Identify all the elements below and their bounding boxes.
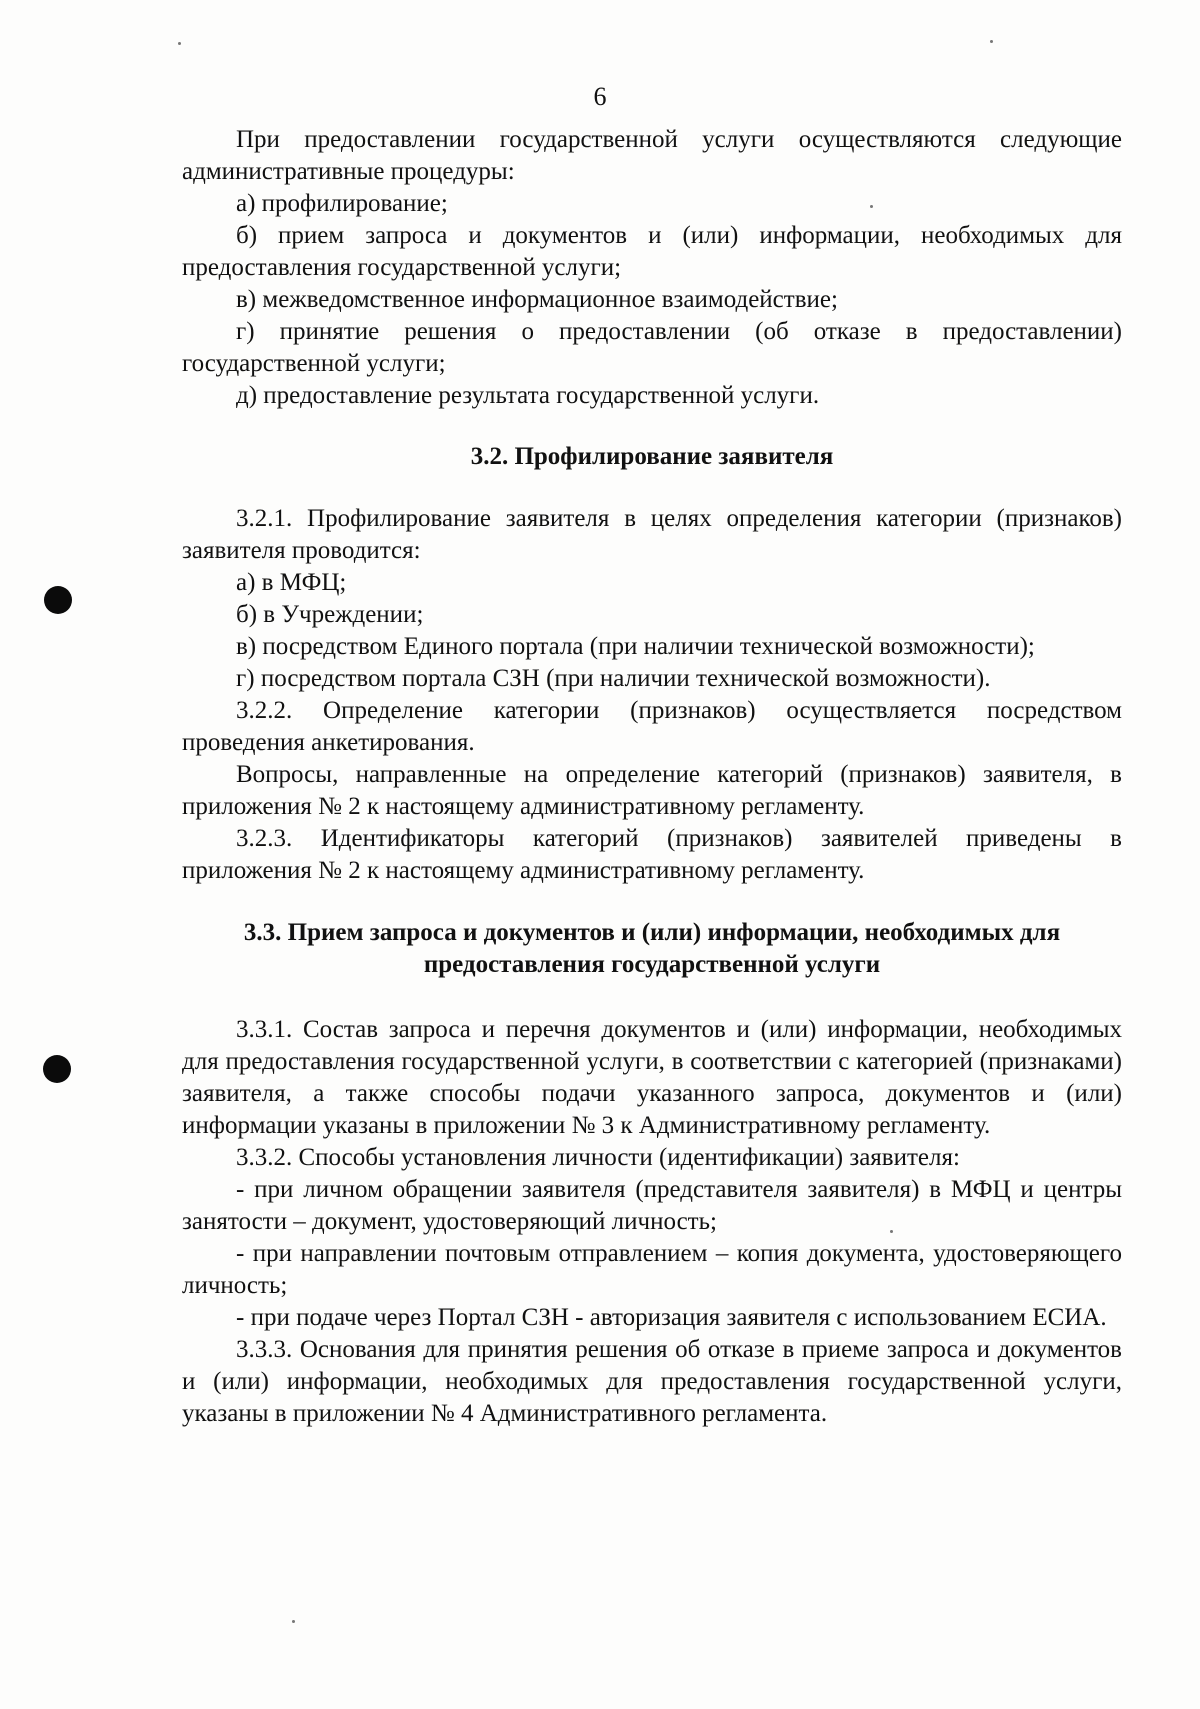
section-heading-3-2: 3.2. Профилирование заявителя [470, 443, 834, 470]
punch-hole-mark [44, 586, 72, 614]
paragraph-questions: Вопросы, направленные на определение категорий (признаков) заявителя, в приложения № 2 к настоящему административному регламенту. [182, 761, 1122, 820]
paragraph-3-3-3: 3.3.3. Основания для принятия решения об отказе в приеме запроса и документов и (или) информации, необходимых для предоставления государственной услуги, указаны в приложении № 4 Административного регламента. [182, 1336, 1122, 1427]
procedure-item: в) межведомственное информационное взаимодействие; [236, 286, 838, 313]
profiling-place-item: б) в Учреждении; [236, 601, 424, 628]
profiling-place-item: в) посредством Единого портала (при наличии технической возможности); [236, 633, 1035, 660]
identification-method-item: - при направлении почтовым отправлением – копия документа, удостоверяющего личность; [182, 1240, 1122, 1299]
identification-method-item: - при личном обращении заявителя (представителя заявителя) в МФЦ и центры занятости – документ, удостоверяющий личность; [182, 1176, 1122, 1235]
paragraph-3-3-2: 3.3.2. Способы установления личности (идентификации) заявителя: [236, 1144, 960, 1171]
profiling-place-item: г) посредством портала СЗН (при наличии технической возможности). [236, 665, 991, 692]
profiling-place-item: а) в МФЦ; [236, 569, 347, 596]
page-number: 6 [593, 82, 607, 111]
procedure-item: б) прием запроса и документов и (или) информации, необходимых для предоставления государственной услуги; [182, 222, 1122, 281]
punch-hole-mark [43, 1055, 71, 1083]
procedure-item: а) профилирование; [236, 190, 448, 217]
document-body [182, 124, 1122, 1430]
scan-speck [990, 40, 993, 43]
paragraph-3-3-1: 3.3.1. Состав запроса и перечня документов и (или) информации, необходимых для предоставления государственной услуги, в соответствии с категорией (признаками) заявителя, а также способы подачи указанного запроса, документов и (или) информации указаны в приложении № 3 к Административному регламенту. [182, 1016, 1122, 1139]
paragraph-3-2-2: 3.2.2. Определение категории (признаков) осуществляется посредством проведения анкетирования. [182, 697, 1122, 756]
paragraph-3-2-3: 3.2.3. Идентификаторы категорий (признаков) заявителей приведены в приложения № 2 к настоящему административному регламенту. [182, 825, 1122, 884]
paragraph-3-2-1: 3.2.1. Профилирование заявителя в целях определения категории (признаков) заявителя проводится: [182, 505, 1122, 564]
scan-speck [178, 42, 181, 45]
section-heading-3-3: 3.3. Прием запроса и документов и (или) информации, необходимых для предоставления государственной услуги [243, 919, 1061, 978]
identification-method-item: - при подаче через Портал СЗН - авторизация заявителя с использованием ЕСИА. [236, 1304, 1107, 1331]
scan-speck [292, 1620, 295, 1623]
procedure-item: д) предоставление результата государственной услуги. [236, 382, 820, 409]
procedure-item: г) принятие решения о предоставлении (об отказе в предоставлении) государственной услуги; [182, 318, 1122, 377]
intro-paragraph: При предоставлении государственной услуги осуществляются следующие административные процедуры: [182, 126, 1122, 185]
